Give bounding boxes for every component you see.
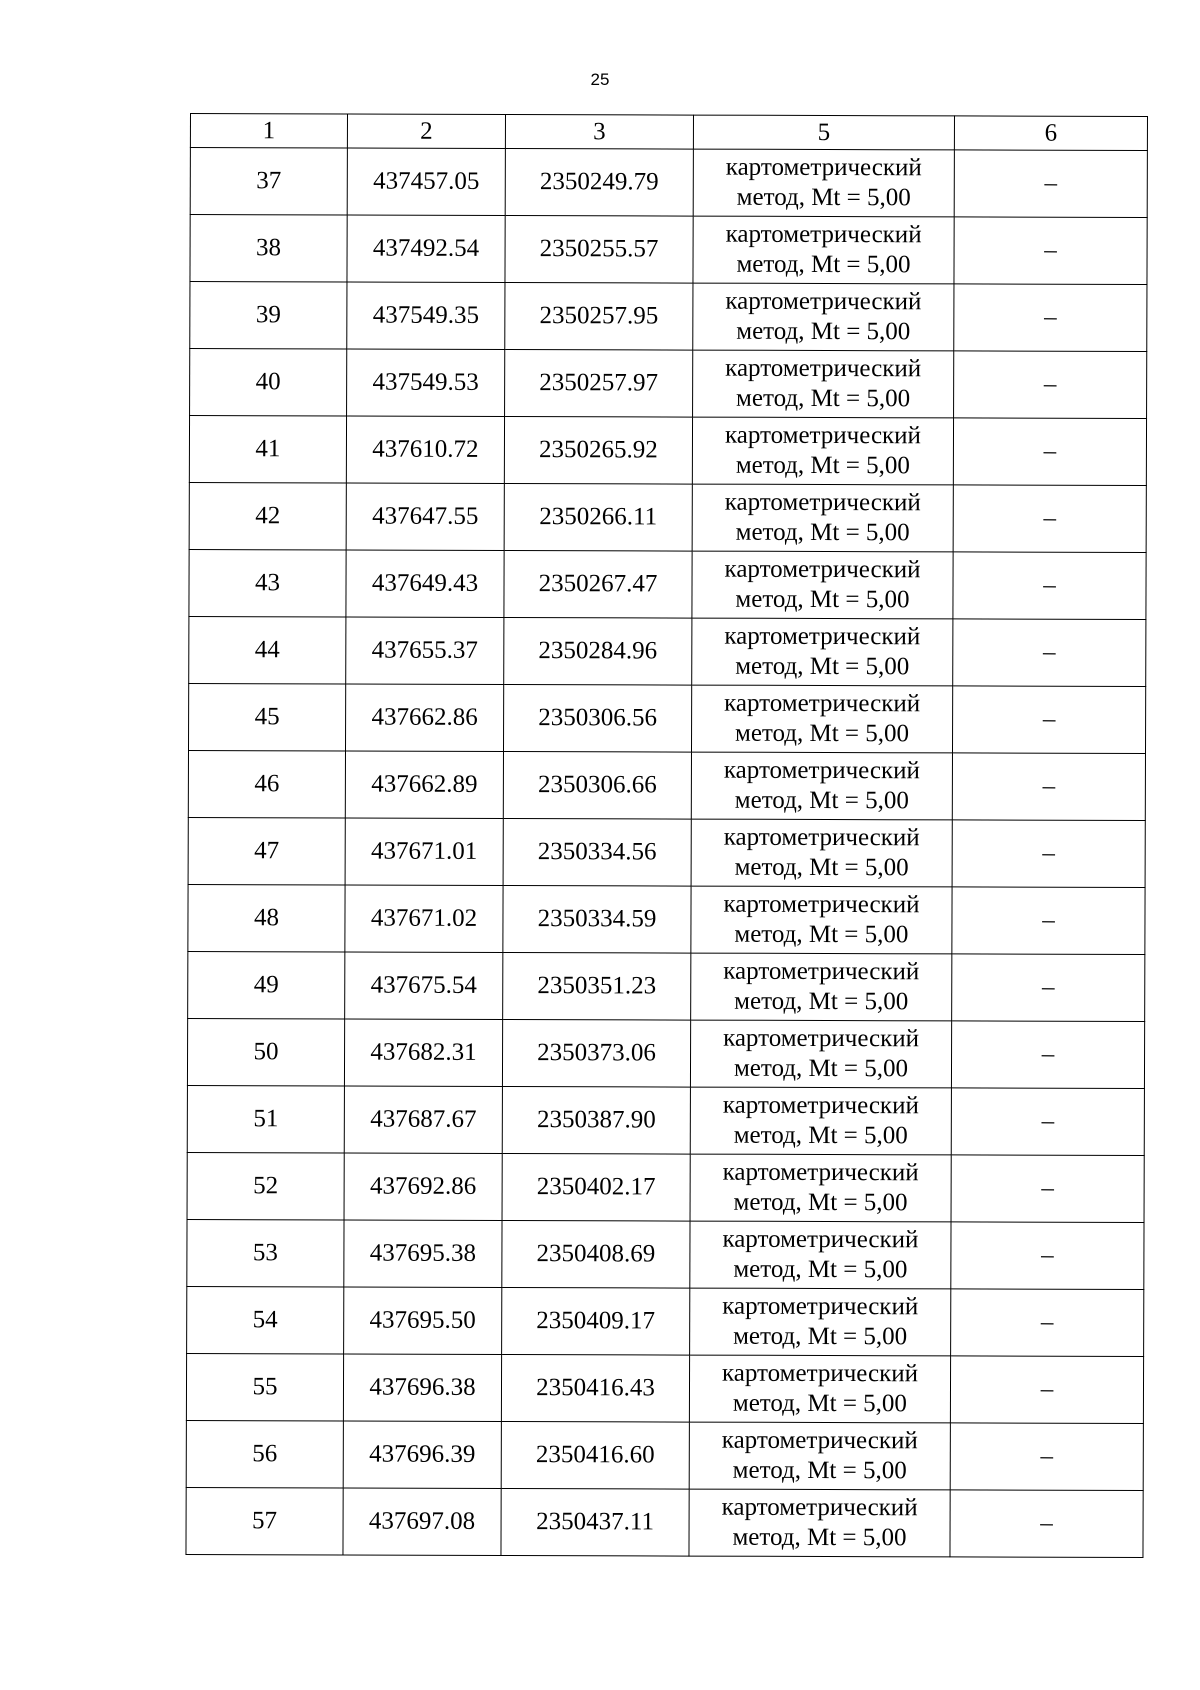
method-cell: картометрический метод, Mt = 5,00 [689,1355,950,1423]
method-cell: картометрический метод, Mt = 5,00 [693,283,954,351]
y-coordinate-cell: 2350437.11 [501,1488,689,1556]
y-coordinate-cell: 2350409.17 [502,1287,690,1355]
header-row [190,114,1147,151]
x-coordinate-cell: 437549.53 [347,349,505,416]
x-coordinate-cell: 437692.86 [344,1153,502,1220]
y-coordinate-cell: 2350266.11 [504,483,692,551]
point-number-cell: 47 [188,817,345,884]
x-coordinate-cell: 437492.54 [347,215,505,282]
x-coordinate-cell: 437697.08 [343,1488,501,1555]
note-cell: – [950,1356,1143,1424]
method-cell: картометрический метод, Mt = 5,00 [691,685,952,753]
table-row [187,1018,1144,1088]
point-number-cell: 42 [189,482,346,549]
x-coordinate-cell: 437671.01 [345,818,503,885]
point-number-cell: 51 [187,1085,344,1152]
y-coordinate-cell: 2350334.56 [503,818,691,886]
x-coordinate-cell: 437655.37 [346,617,504,684]
method-cell: картометрический метод, Mt = 5,00 [690,1020,951,1088]
table-header [190,114,1147,151]
y-coordinate-cell: 2350257.97 [505,349,693,417]
y-coordinate-cell: 2350306.56 [503,684,691,752]
table-row [188,884,1145,954]
method-cell: картометрический метод, Mt = 5,00 [691,819,952,887]
note-cell: – [954,351,1147,419]
note-cell: – [951,1222,1144,1290]
table-row [189,549,1146,619]
point-number-cell: 50 [187,1018,344,1085]
method-cell: картометрический метод, Mt = 5,00 [693,350,954,418]
point-number-cell: 55 [186,1353,343,1420]
method-cell: картометрический метод, Mt = 5,00 [692,417,953,485]
method-cell: картометрический метод, Mt = 5,00 [690,1288,951,1356]
y-coordinate-cell: 2350334.59 [503,885,691,953]
point-number-cell: 48 [188,884,345,951]
x-coordinate-cell: 437549.35 [347,282,505,349]
y-coordinate-cell: 2350257.95 [505,282,693,350]
method-cell: картометрический метод, Mt = 5,00 [690,1154,951,1222]
table-body [186,148,1147,1558]
y-coordinate-cell: 2350255.57 [505,215,693,283]
method-cell: картометрический метод, Mt = 5,00 [689,1422,950,1490]
point-number-cell: 41 [189,416,346,483]
y-coordinate-cell: 2350373.06 [502,1019,690,1087]
x-coordinate-cell: 437682.31 [344,1019,502,1086]
table-row [189,416,1146,486]
table-row [190,215,1147,285]
x-coordinate-cell: 437695.50 [344,1287,502,1354]
note-cell: – [954,150,1147,218]
table-row [187,1219,1144,1289]
point-number-cell: 54 [187,1286,344,1353]
method-cell: картометрический метод, Mt = 5,00 [692,484,953,552]
table-row [187,1286,1144,1356]
table-row [190,282,1147,352]
x-coordinate-cell: 437662.86 [345,684,503,751]
y-coordinate-cell: 2350284.96 [504,617,692,685]
y-coordinate-cell: 2350408.69 [502,1220,690,1288]
x-coordinate-cell: 437647.55 [346,483,504,550]
x-coordinate-cell: 437675.54 [345,952,503,1019]
x-coordinate-cell: 437671.02 [345,885,503,952]
table-row [186,1420,1143,1490]
note-cell: – [954,217,1147,285]
note-cell: – [952,820,1145,888]
method-cell: картометрический метод, Mt = 5,00 [690,1221,951,1289]
y-coordinate-cell: 2350387.90 [502,1086,690,1154]
note-cell: – [952,887,1145,955]
note-cell: – [953,485,1146,553]
x-coordinate-cell: 437696.38 [343,1354,501,1421]
method-cell: картометрический метод, Mt = 5,00 [691,752,952,820]
method-cell: картометрический метод, Mt = 5,00 [693,216,954,284]
y-coordinate-cell: 2350249.79 [505,148,693,216]
point-number-cell: 49 [188,951,345,1018]
note-cell: – [951,1289,1144,1357]
x-coordinate-cell: 437610.72 [346,416,504,483]
point-number-cell: 44 [189,616,346,683]
point-number-cell: 45 [188,683,345,750]
table-row [186,1487,1143,1557]
y-coordinate-cell: 2350265.92 [504,416,692,484]
note-cell: – [951,1155,1144,1223]
note-cell: – [953,552,1146,620]
y-coordinate-cell: 2350402.17 [502,1153,690,1221]
note-cell: – [951,1021,1144,1089]
coordinates-table [185,113,1148,1558]
note-cell: – [952,753,1145,821]
note-cell: – [950,1423,1143,1491]
page-number: 25 [590,70,610,89]
table-row [187,1085,1144,1155]
table-row [187,1152,1144,1222]
y-coordinate-cell: 2350306.66 [503,751,691,819]
table-row [186,1353,1143,1423]
table-row [188,817,1145,887]
method-cell: картометрический метод, Mt = 5,00 [689,1489,950,1557]
y-coordinate-cell: 2350416.60 [501,1421,689,1489]
table-row [189,482,1146,552]
header-col-3: 3 [505,114,693,149]
method-cell: картометрический метод, Mt = 5,00 [692,551,953,619]
x-coordinate-cell: 437687.67 [344,1086,502,1153]
note-cell: – [953,418,1146,486]
point-number-cell: 53 [187,1219,344,1286]
point-number-cell: 56 [186,1420,343,1487]
table-row [190,349,1147,419]
point-number-cell: 57 [186,1487,343,1554]
note-cell: – [952,686,1145,754]
header-col-6: 6 [954,116,1147,151]
method-cell: картометрический метод, Mt = 5,00 [691,886,952,954]
header-col-5: 5 [693,115,954,150]
method-cell: картометрический метод, Mt = 5,00 [692,618,953,686]
point-number-cell: 40 [190,349,347,416]
point-number-cell: 52 [187,1152,344,1219]
point-number-cell: 46 [188,750,345,817]
note-cell: – [952,954,1145,1022]
note-cell: – [951,1088,1144,1156]
y-coordinate-cell: 2350416.43 [501,1354,689,1422]
point-number-cell: 37 [190,148,347,215]
table-row [189,616,1146,686]
point-number-cell: 38 [190,215,347,282]
table-row [190,148,1147,218]
x-coordinate-cell: 437662.89 [345,751,503,818]
y-coordinate-cell: 2350267.47 [504,550,692,618]
x-coordinate-cell: 437696.39 [343,1421,501,1488]
method-cell: картометрический метод, Mt = 5,00 [693,149,954,217]
header-col-1: 1 [190,114,347,148]
x-coordinate-cell: 437649.43 [346,550,504,617]
point-number-cell: 43 [189,549,346,616]
point-number-cell: 39 [190,282,347,349]
note-cell: – [953,619,1146,687]
note-cell: – [950,1490,1143,1558]
x-coordinate-cell: 437457.05 [347,148,505,215]
method-cell: картометрический метод, Mt = 5,00 [690,1087,951,1155]
method-cell: картометрический метод, Mt = 5,00 [691,953,952,1021]
table-row [188,750,1145,820]
table-row [188,951,1145,1021]
x-coordinate-cell: 437695.38 [344,1220,502,1287]
y-coordinate-cell: 2350351.23 [503,952,691,1020]
header-col-2: 2 [347,114,505,148]
note-cell: – [954,284,1147,352]
table-row [188,683,1145,753]
